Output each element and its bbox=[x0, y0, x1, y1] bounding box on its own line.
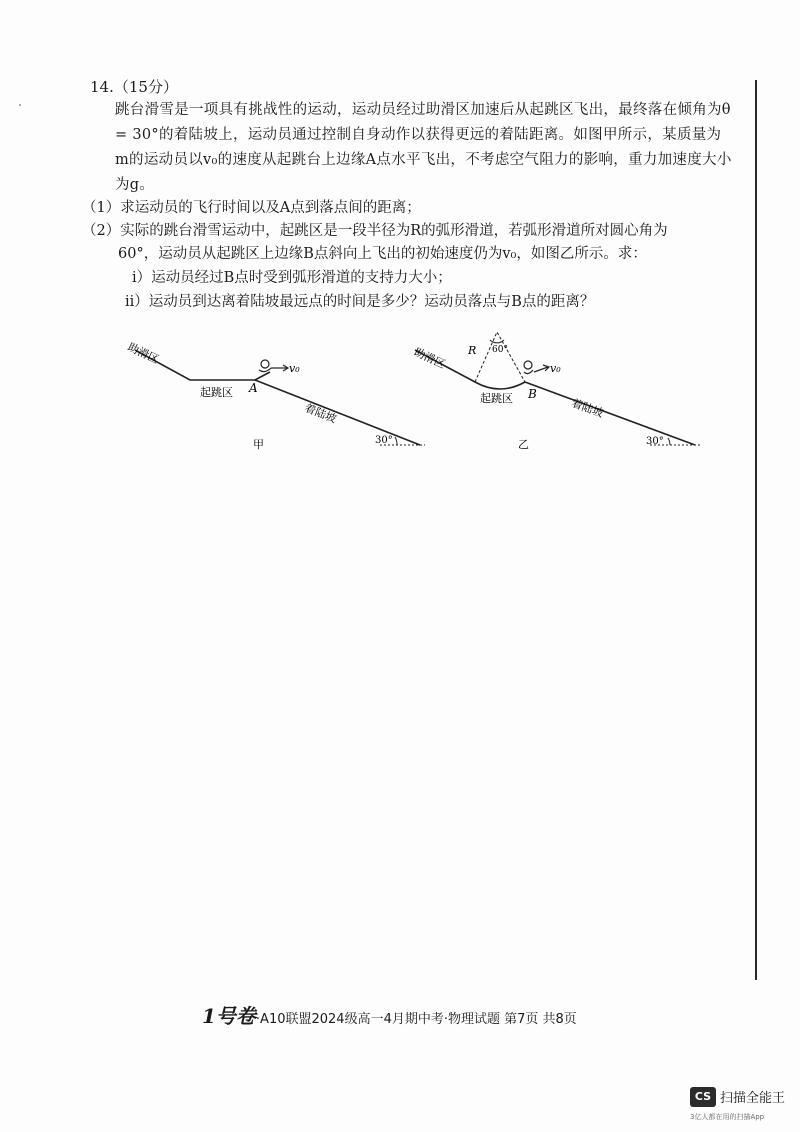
figure-a-velocity-label: v₀ bbox=[289, 362, 300, 375]
figure-a-slope-label: 着陆坡 bbox=[302, 401, 339, 426]
figure-a-point-label: A bbox=[249, 381, 258, 395]
question-number: 14.（15分） bbox=[90, 78, 178, 96]
figure-b-angle-label: 30° bbox=[646, 436, 664, 447]
scanner-name: 扫描全能王 bbox=[720, 1091, 786, 1106]
question-part-2-i: i）运动员经过B点时受到弧形滑道的支持力大小； bbox=[132, 270, 452, 286]
figure-b-skier bbox=[524, 361, 532, 369]
scanner-watermark bbox=[690, 1085, 786, 1125]
question-part-1: （1）求运动员的飞行时间以及A点到落点间的距离； bbox=[82, 200, 421, 216]
figure-b bbox=[410, 320, 710, 460]
question-part-2: （2）实际的跳台滑雪运动中，起跳区是一段半径为R的弧形滑道，若弧形滑道所对圆心角为 bbox=[82, 223, 668, 239]
margin-line bbox=[755, 80, 757, 980]
figure-b-center-angle-arc bbox=[490, 340, 504, 343]
figure-b-arc-track bbox=[475, 382, 525, 389]
scan-speck bbox=[19, 104, 21, 106]
figure-a-run-in-label: 助滑区 bbox=[125, 340, 162, 367]
figure-b-caption: 乙 bbox=[518, 438, 529, 451]
figure-b-landing-slope bbox=[525, 382, 695, 445]
figure-b-takeoff-label: 起跳区 bbox=[480, 392, 513, 405]
figure-b-velocity-label: v₀ bbox=[550, 362, 561, 375]
figure-b-center-angle-label: 60° bbox=[492, 345, 508, 355]
figure-a-takeoff-label: 起跳区 bbox=[200, 386, 233, 399]
figure-b-point-label: B bbox=[528, 387, 537, 401]
figure-b-radius-label: R bbox=[468, 344, 477, 357]
exam-logo: 1号卷 bbox=[202, 1004, 256, 1028]
figure-b-angle-arc bbox=[668, 438, 670, 445]
figure-b-run-in-label: 助滑区 bbox=[411, 345, 448, 372]
figure-a-angle-label: 30° bbox=[375, 435, 393, 446]
scanner-badge-icon: CS bbox=[690, 1087, 716, 1107]
question-part-2-ii: ii）运动员到达离着陆坡最远点的时间是多少？运动员落点与B点的距离？ bbox=[125, 294, 595, 310]
figure-b-skier-body bbox=[524, 370, 533, 374]
figure-b-radius-lines bbox=[475, 332, 525, 382]
figure-b-slope-label: 着陆坡 bbox=[569, 396, 606, 421]
question-part-2-continued: 60°，运动员从起跳区上边缘B点斜向上飞出的初始速度仍为v₀，如图乙所示。求： bbox=[118, 246, 647, 262]
scanner-tagline: 3亿人都在用的扫描App bbox=[690, 1113, 765, 1121]
question-intro: 跳台滑雪是一项具有挑战性的运动，运动员经过助滑区加速后从起跳区飞出，最终落在倾角为θ = 30°的着陆坡上，运动员通过控制自身动作以获得更远的着陆距离。如图甲所示，某质量为m的运动员以v₀的速度从起跳台上边缘A点水平飞出，不考虑空气阻力的影响，重力加速度大小为g。 bbox=[115, 102, 732, 193]
footer-text: ·A10联盟2024级高一4月期中考·物理试题 第7页 共8页 bbox=[255, 1012, 577, 1027]
page-footer bbox=[202, 1000, 577, 1029]
figure-a-angle-arc bbox=[395, 437, 397, 445]
figure-a-skier bbox=[261, 360, 269, 368]
figure-a bbox=[125, 320, 435, 460]
figure-a-caption: 甲 bbox=[253, 438, 264, 451]
